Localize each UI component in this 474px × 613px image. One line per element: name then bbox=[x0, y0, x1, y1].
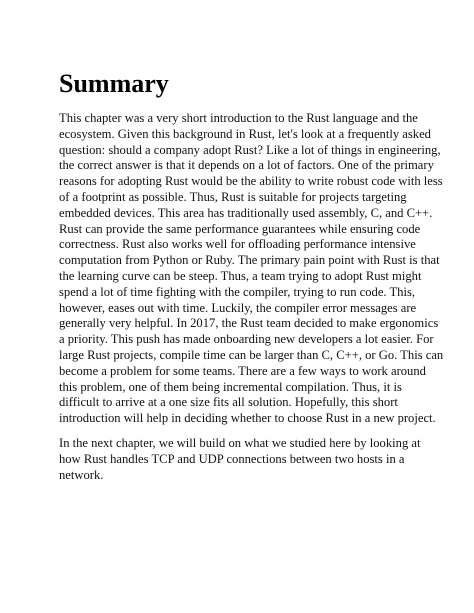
text-line: correctness. Rust also works well for offloading performance intensive bbox=[59, 237, 416, 252]
paragraph-1 bbox=[59, 111, 444, 427]
text-line: generally very helpful. In 2017, the Rust team decided to make ergonomics bbox=[59, 316, 439, 331]
text-line: the correct answer is that it depends on a lot of factors. One of the primary bbox=[59, 158, 434, 173]
text-line: this problem, one of them being incremental compilation. Thus, it is bbox=[59, 379, 402, 394]
text-line: network. bbox=[59, 467, 104, 482]
text-line: computation from Python or Ruby. The primary pain point with Rust is that bbox=[59, 253, 440, 268]
text-line: embedded devices. This area has traditionally used assembly, C, and C++. bbox=[59, 205, 433, 220]
text-line: ecosystem. Given this background in Rust, let's look at a frequently asked bbox=[59, 126, 431, 141]
paragraph-2 bbox=[59, 436, 425, 483]
text-line: In the next chapter, we will build on what we studied here by looking at bbox=[59, 435, 421, 450]
text-line: question: should a company adopt Rust? Like a lot of things in engineering, bbox=[59, 142, 441, 157]
text-line: This chapter was a very short introduction to the Rust language and the bbox=[59, 111, 418, 125]
text-line: introduction will help in deciding whether to choose Rust in a new project. bbox=[59, 411, 436, 426]
text-line: large Rust projects, compile time can be larger than C, C++, or Go. This can bbox=[59, 347, 444, 362]
text-line: Rust can provide the same performance guarantees while ensuring code bbox=[59, 221, 421, 236]
body-text bbox=[59, 111, 444, 492]
text-line: the learning curve can be steep. Thus, a team trying to adopt Rust might bbox=[59, 268, 422, 283]
text-line: a priority. This push has made onboarding new developers a lot easier. For bbox=[59, 332, 434, 347]
page-title: Summary bbox=[59, 69, 169, 98]
text-line: reasons for adopting Rust would be the ability to write robust code with less bbox=[59, 174, 443, 189]
text-line: of a footprint as possible. Thus, Rust is suitable for projects targeting bbox=[59, 189, 407, 204]
text-line: become a problem for some teams. There are a few ways to work around bbox=[59, 363, 426, 378]
text-line: spend a lot of time fighting with the compiler, trying to run code. This, bbox=[59, 284, 416, 299]
text-line: however, eases out with time. Luckily, the compiler error messages are bbox=[59, 300, 417, 315]
text-line: how Rust handles TCP and UDP connections between two hosts in a bbox=[59, 451, 405, 466]
text-line: difficult to arrive at a one size fits all solution. Hopefully, this short bbox=[59, 395, 398, 410]
